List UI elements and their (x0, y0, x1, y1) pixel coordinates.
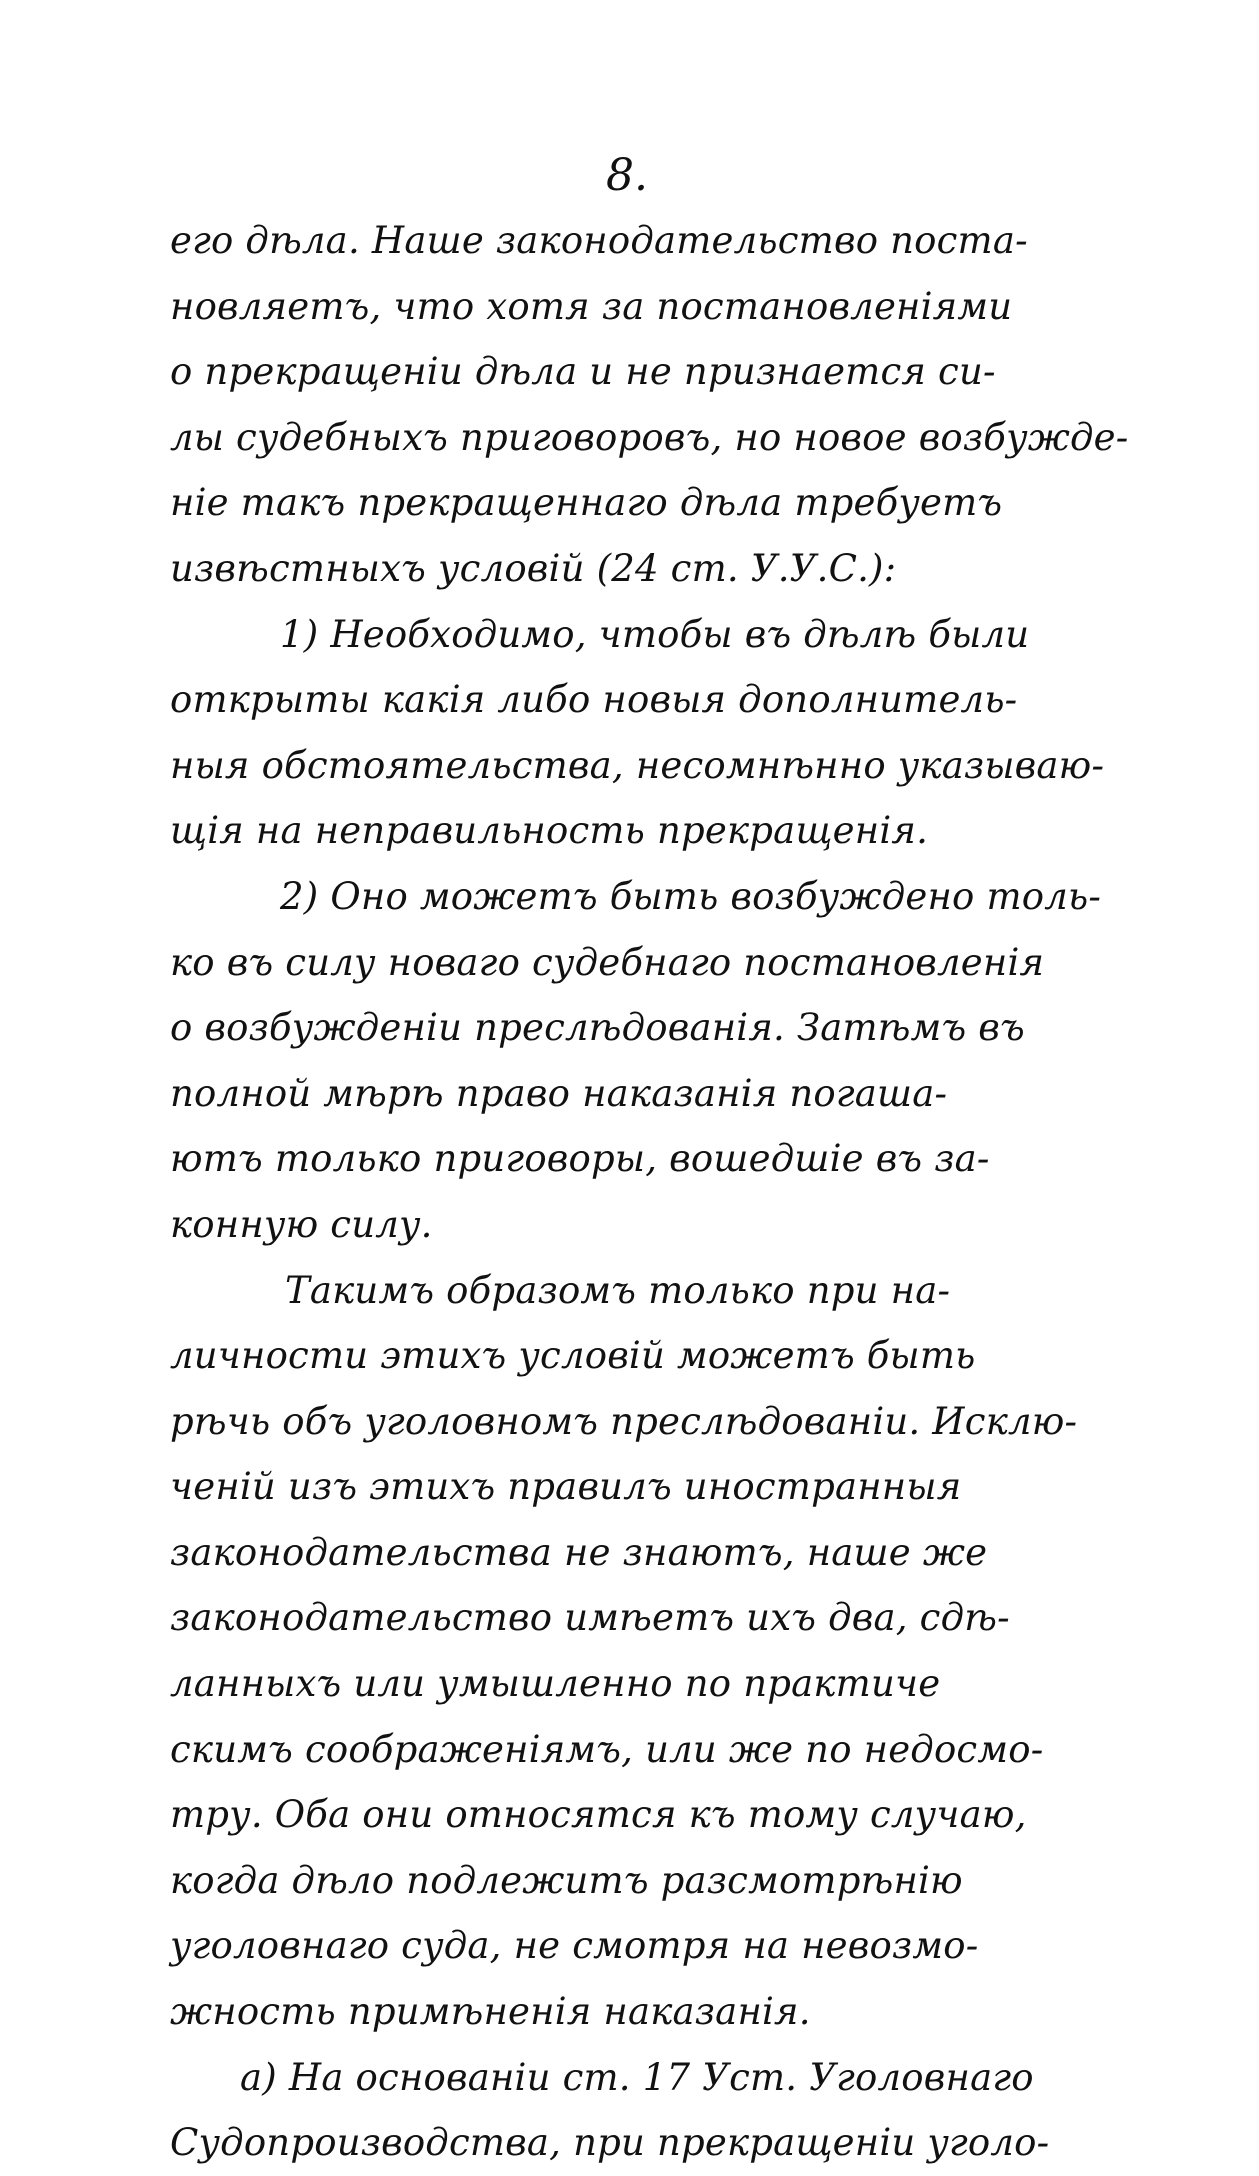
text-line: жность примѣненія наказанія. (170, 1990, 811, 2034)
text-line: а) На основаніи ст. 17 Уст. Уголовнаго (240, 2055, 1034, 2099)
text-line: полной мѣрѣ право наказанія погаша- (170, 1071, 948, 1115)
text-line: о прекращеніи дѣла и не признается си- (170, 350, 996, 394)
text-line: скимъ соображеніямъ, или же по недосмо- (170, 1727, 1044, 1771)
handwritten-text-block (170, 208, 1129, 2176)
text-line: ко въ силу новаго судебнаго постановленія (170, 940, 1045, 984)
text-line: уголовнаго суда, не смотря на невозмо- (170, 1924, 979, 1968)
text-line: 1) Необходимо, чтобы въ дѣлѣ были (280, 612, 1030, 656)
text-line: конную силу. (170, 1202, 433, 1246)
text-line: тру. Оба они относятся къ тому случаю, (170, 1793, 1027, 1837)
text-line: Судопроизводства, при прекращеніи уголо- (170, 2121, 1050, 2165)
text-line: его дѣла. Наше законодательство поста- (170, 219, 1028, 262)
text-line: щія на неправильность прекращенія. (170, 809, 929, 853)
text-line: ютъ только приговоры, вошедшіе въ за- (170, 1137, 990, 1181)
text-line: рѣчь объ уголовномъ преслѣдованіи. Исклю- (170, 1399, 1078, 1443)
text-line: извѣстныхъ условій (24 ст. У.У.С.): (170, 546, 897, 590)
text-line: Такимъ образомъ только при на- (285, 1268, 951, 1312)
page-number: 8. (606, 150, 648, 201)
text-line: ныя обстоятельства, несомнѣнно указываю- (170, 743, 1105, 787)
text-line: лы судебныхъ приговоровъ, но новое возбужде- (170, 415, 1129, 459)
text-line: ченій изъ этихъ правилъ иностранныя (170, 1465, 962, 1509)
text-line: законодательство имѣетъ ихъ два, сдѣ- (170, 1596, 1010, 1640)
text-line: о возбужденіи преслѣдованія. Затѣмъ въ (170, 1006, 1025, 1050)
text-line: личности этихъ условій можетъ быть (170, 1334, 976, 1378)
text-line: когда дѣло подлежитъ разсмотрѣнію (170, 1858, 963, 1902)
text-line: новляетъ, что хотя за постановленіями (170, 284, 1013, 328)
text-line: 2) Оно можетъ быть возбуждено толь- (280, 874, 1102, 918)
text-line: законодательства не знаютъ, наше же (170, 1530, 988, 1574)
text-line: открыты какія либо новыя дополнитель- (170, 678, 1018, 722)
text-line: ніе такъ прекращеннаго дѣла требуетъ (170, 481, 1003, 525)
text-line: ланныхъ или умышленно по практиче (170, 1662, 941, 1706)
